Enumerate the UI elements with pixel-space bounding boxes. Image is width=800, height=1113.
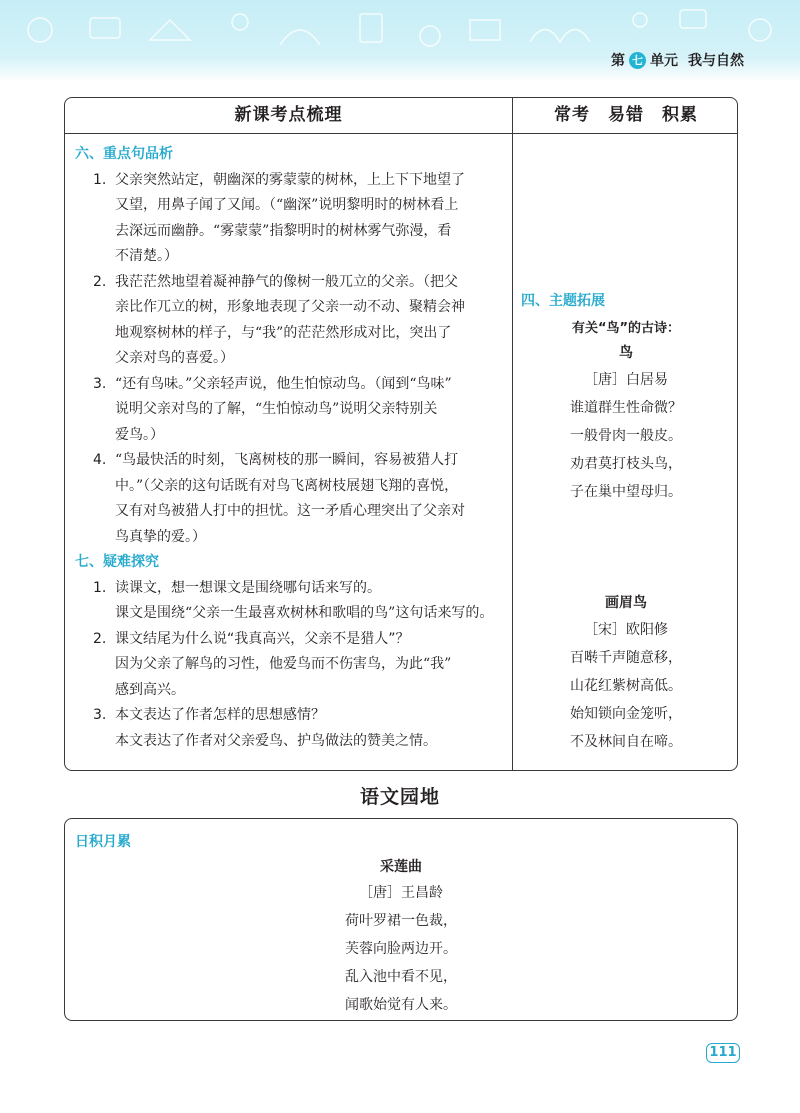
poem-line: 劝君莫打枝头鸟， — [570, 456, 682, 472]
garden-box — [64, 818, 738, 1021]
poem-cailianqu — [65, 855, 737, 1019]
item-number: 1. — [93, 579, 107, 596]
poem-title: 采莲曲 — [380, 859, 422, 875]
poem-line: 乱入池中看不见， — [345, 969, 457, 985]
left-column-content — [75, 142, 505, 754]
item-line: “鸟最快活的时刻，飞离树枝的那一瞬间，容易被猎人打 — [115, 452, 459, 468]
unit-suffix: 单元 — [650, 53, 678, 69]
item-line: 地观察树林的样子，与“我”的茫茫然形成对比，突出了 — [115, 324, 452, 341]
question-text: 课文结尾为什么说“我真高兴，父亲不是猎人”？ — [115, 630, 410, 647]
answer-line: 本文表达了作者对父亲爱鸟、护鸟做法的赞美之情。 — [115, 732, 437, 749]
item-number: 3. — [93, 375, 107, 392]
question-item — [75, 703, 505, 754]
section-title-7: 七、疑难探究 — [75, 554, 159, 570]
poem-line: 谁道群生性命微？ — [570, 400, 682, 416]
item-number: 4. — [93, 452, 107, 468]
item-number: 2. — [93, 273, 107, 290]
item-line: 父亲对鸟的喜爱。） — [115, 350, 234, 366]
item-line: 亲比作兀立的树，形象地表现了父亲一动不动、聚精会神 — [115, 299, 465, 315]
item-line: 不清楚。） — [115, 248, 178, 264]
main-table — [64, 97, 738, 771]
poem-author: ［唐］白居易 — [584, 372, 668, 388]
answer-line: 感到高兴。 — [115, 681, 185, 698]
item-line: 又有对鸟被猎人打中的担忧。这一矛盾心理突出了父亲对 — [115, 503, 465, 519]
theme-extension-title: 四、主题拓展 — [521, 293, 605, 309]
item-line: “还有鸟味。”父亲轻声说，他生怕惊动鸟。（闻到“鸟味” — [115, 375, 452, 392]
answer-line: 课文是围绕“父亲一生最喜欢树林和歌唱的鸟”这句话来写的。 — [115, 605, 494, 621]
item-line: 又望，用鼻子闻了又闻。（“幽深”说明黎明时的树林看上 — [115, 197, 459, 213]
left-column-header: 新课考点梳理 — [234, 105, 343, 125]
item-line: 父亲突然站定，朝幽深的雾蒙蒙的树林，上上下下地望了 — [115, 171, 465, 188]
sentence-item — [75, 168, 505, 270]
page-number: 111 — [706, 1043, 740, 1063]
poem-line: 不及林间自在啼。 — [570, 734, 682, 750]
right-column-header: 常考 易错 积累 — [554, 105, 698, 125]
sentence-item — [75, 372, 505, 449]
item-number: 3. — [93, 707, 107, 723]
item-line: 鸟真挚的爱。） — [115, 528, 206, 545]
poem-line: 闻歌始觉有人来。 — [345, 997, 457, 1013]
unit-theme: 我与自然 — [688, 53, 744, 69]
section-title-6: 六、重点句品析 — [75, 146, 173, 162]
poem-line: 子在巢中望母归。 — [570, 484, 682, 500]
poem-line: 山花红紫树高低。 — [570, 678, 682, 694]
garden-heading: 语文园地 — [359, 786, 440, 808]
sentence-item — [75, 270, 505, 372]
poem-line: 荷叶罗裙一色裁， — [345, 913, 457, 929]
poem-line: 百啭千声随意移， — [570, 650, 682, 666]
item-number: 2. — [93, 630, 107, 647]
question-item — [75, 627, 505, 704]
sentence-item — [75, 448, 505, 550]
poem-line: 始知锁向金笼听， — [570, 706, 682, 722]
item-line: 我茫茫然地望着凝神静气的像树一般兀立的父亲。（把父 — [115, 273, 458, 290]
question-text: 本文表达了作者怎样的思想感情？ — [115, 707, 325, 723]
item-line: 说明父亲对鸟的了解，“生怕惊动鸟”说明父亲特别关 — [115, 401, 438, 417]
poem-title: 画眉鸟 — [605, 595, 647, 611]
poem-author: ［宋］欧阳修 — [584, 622, 668, 638]
unit-prefix: 第 — [611, 53, 625, 69]
item-line: 去深远而幽静。“雾蒙蒙”指黎明时的树林雾气弥漫，看 — [115, 222, 452, 239]
poem-intro: 有关“鸟”的古诗： — [571, 321, 681, 336]
poem-line: 一般骨肉一般皮。 — [570, 428, 682, 444]
poem-line: 芙蓉向脸两边开。 — [345, 941, 457, 957]
table-header-row — [65, 98, 737, 134]
poem-author: ［唐］王昌龄 — [359, 885, 443, 901]
poem-niao — [513, 318, 738, 506]
item-line: 中。”（父亲的这句话既有对鸟飞离树枝展翅飞翔的喜悦， — [115, 477, 459, 494]
poem-title: 鸟 — [619, 345, 633, 361]
item-number: 1. — [93, 171, 107, 188]
item-line: 爱鸟。） — [115, 426, 164, 443]
unit-number-badge: 七 — [629, 52, 646, 69]
poem-huameiniao — [513, 590, 738, 756]
answer-line: 因为父亲了解鸟的习性，他爱鸟而不伤害鸟，为此“我” — [115, 656, 452, 672]
question-text: 读课文，想一想课文是围绕哪句话来写的。 — [115, 579, 381, 596]
daily-accumulation-title: 日积月累 — [75, 834, 131, 850]
question-item — [75, 576, 505, 627]
unit-label — [611, 50, 744, 70]
